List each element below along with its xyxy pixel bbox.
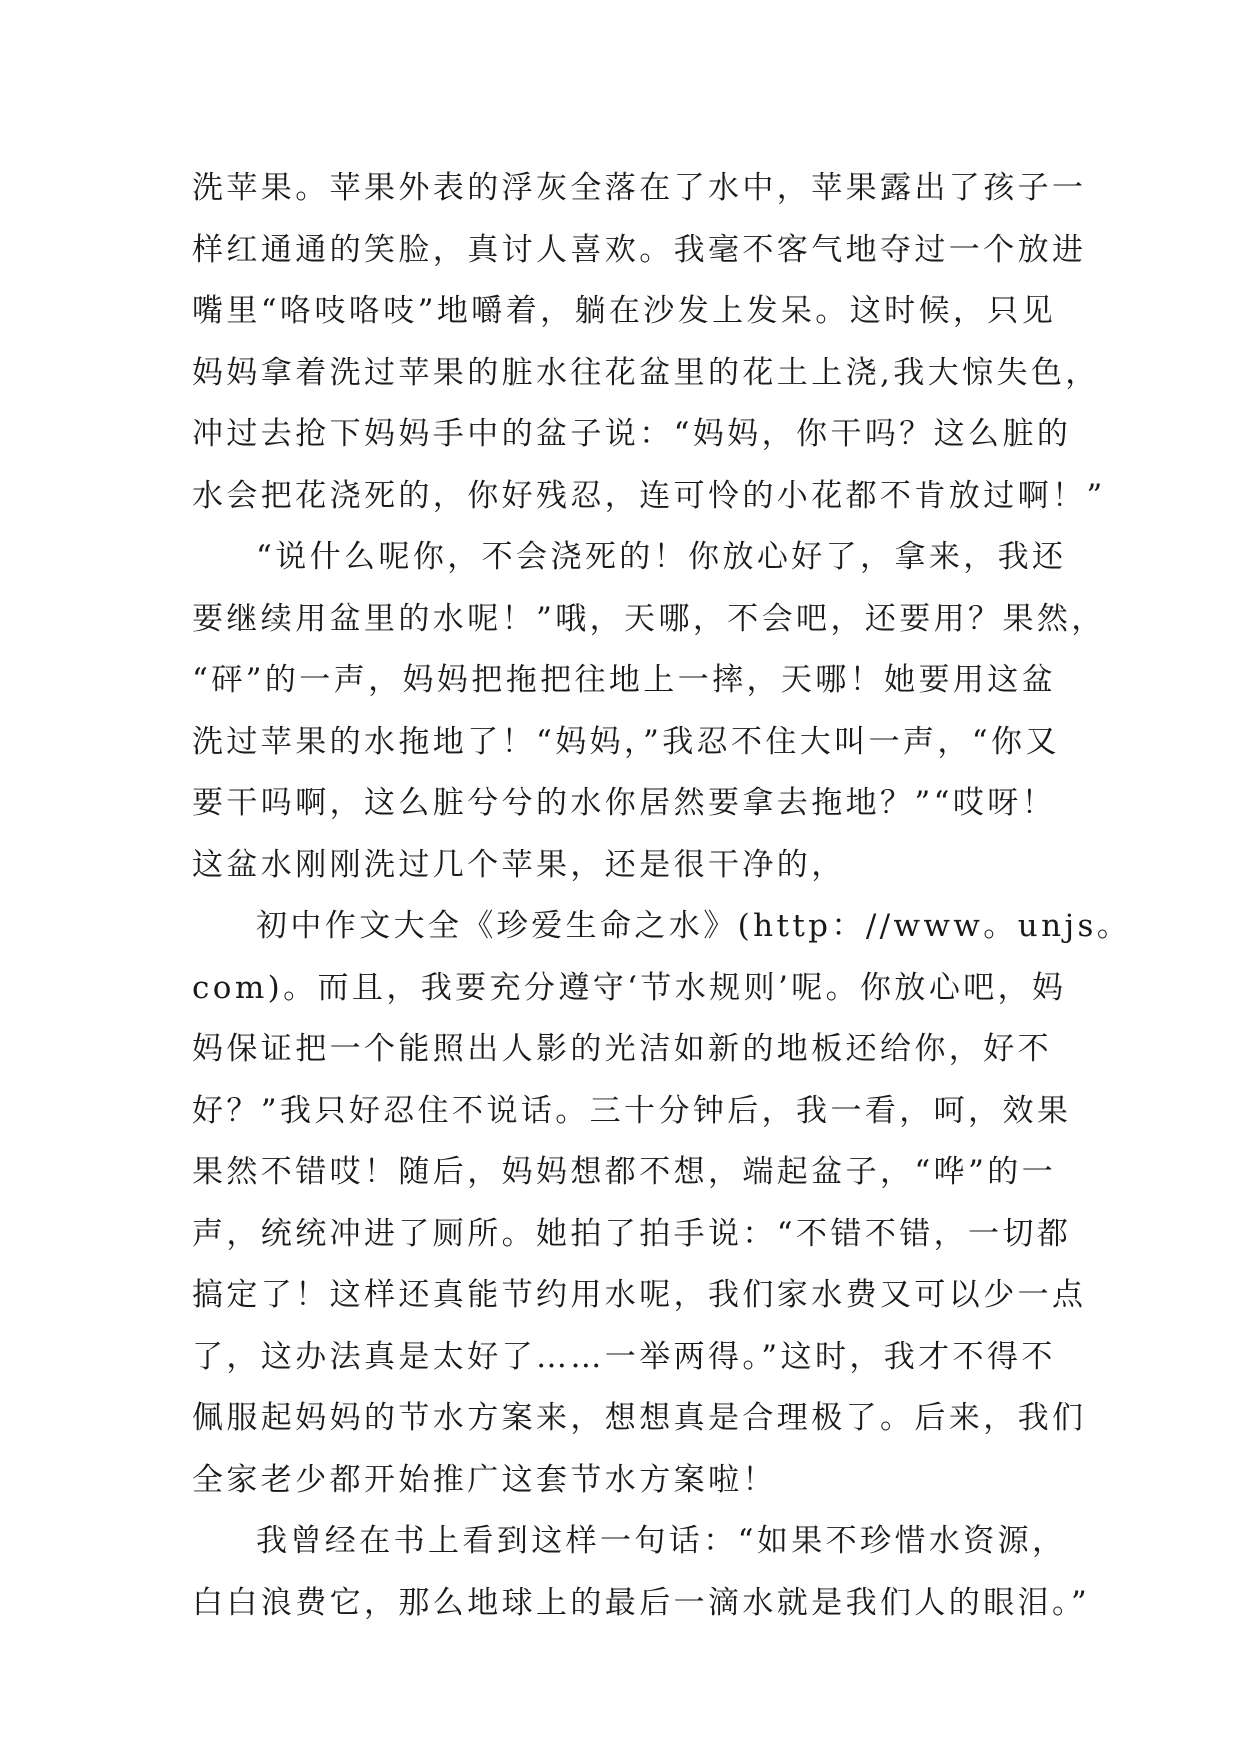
text-line: 洗过苹果的水拖地了！“妈妈，”我忍不住大叫一声，“你又 [192,723,1060,760]
text-line: 嘴里“咯吱咯吱”地嚼着，躺在沙发上发呆。这时候，只见 [192,293,1057,329]
text-line: 白白浪费它，那么地球上的最后一滴水就是我们人的眼泪。” [192,1584,1091,1621]
text-line: 佩服起妈妈的节水方案来，想想真是合理极了。后来，我们 [192,1400,1087,1436]
text-line: 搞定了！这样还真能节约用水呢，我们家水费又可以少一点 [192,1277,1087,1313]
text-line: 水会把花浇死的，你好残忍，连可怜的小花都不肯放过啊！” [192,477,1106,514]
text-line: com)。而且，我要充分遵守‘节水规则’呢。你放心吧，妈 [192,969,1067,1006]
text-line: 果然不错哎！随后，妈妈想都不想，端起盆子，“哗”的一 [192,1154,1057,1190]
text-line: 要干吗啊，这么脏兮兮的水你居然要拿去拖地？”“哎呀！ [192,785,1057,821]
text-line: 洗苹果。苹果外表的浮灰全落在了水中，苹果露出了孩子一 [192,170,1087,206]
text-line: 妈妈拿着洗过苹果的脏水往花盆里的花土上浇,我大惊失色， [192,354,1100,391]
text-line: 样红通通的笑脸，真讨人喜欢。我毫不客气地夺过一个放进 [192,231,1087,268]
text-line: 全家老少都开始推广这套节水方案啦！ [192,1461,777,1498]
text-line: 冲过去抢下妈妈手中的盆子说：“妈妈，你干吗？这么脏的 [192,416,1072,452]
text-line: 妈保证把一个能照出人影的光洁如新的地板还给你，好不 [192,1031,1052,1067]
paragraph-start-line: 初中作文大全《珍爱生命之水》(http：//www。unjs。 [256,908,1132,944]
text-line: 要继续用盆里的水呢！”哦，天哪，不会吧，还要用？果然， [192,600,1106,637]
text-line: 声，统统冲进了厕所。她拍了拍手说：“不错不错，一切都 [192,1215,1072,1252]
paragraph-start-line: “说什么呢你，不会浇死的！你放心好了，拿来，我还 [256,539,1067,575]
text-line: 这盆水刚刚洗过几个苹果，还是很干净的， [192,846,846,883]
essay-text [192,158,1132,1634]
text-line: 了，这办法真是太好了……一举两得。”这时，我才不得不 [192,1338,1056,1375]
paragraph-start-line: 我曾经在书上看到这样一句话：“如果不珍惜水资源， [256,1523,1067,1559]
text-line: 好？”我只好忍住不说话。三十分钟后，我一看，呵，效果 [192,1092,1072,1129]
text-line: “砰”的一声，妈妈把拖把往地上一摔，天哪！她要用这盆 [192,662,1057,698]
